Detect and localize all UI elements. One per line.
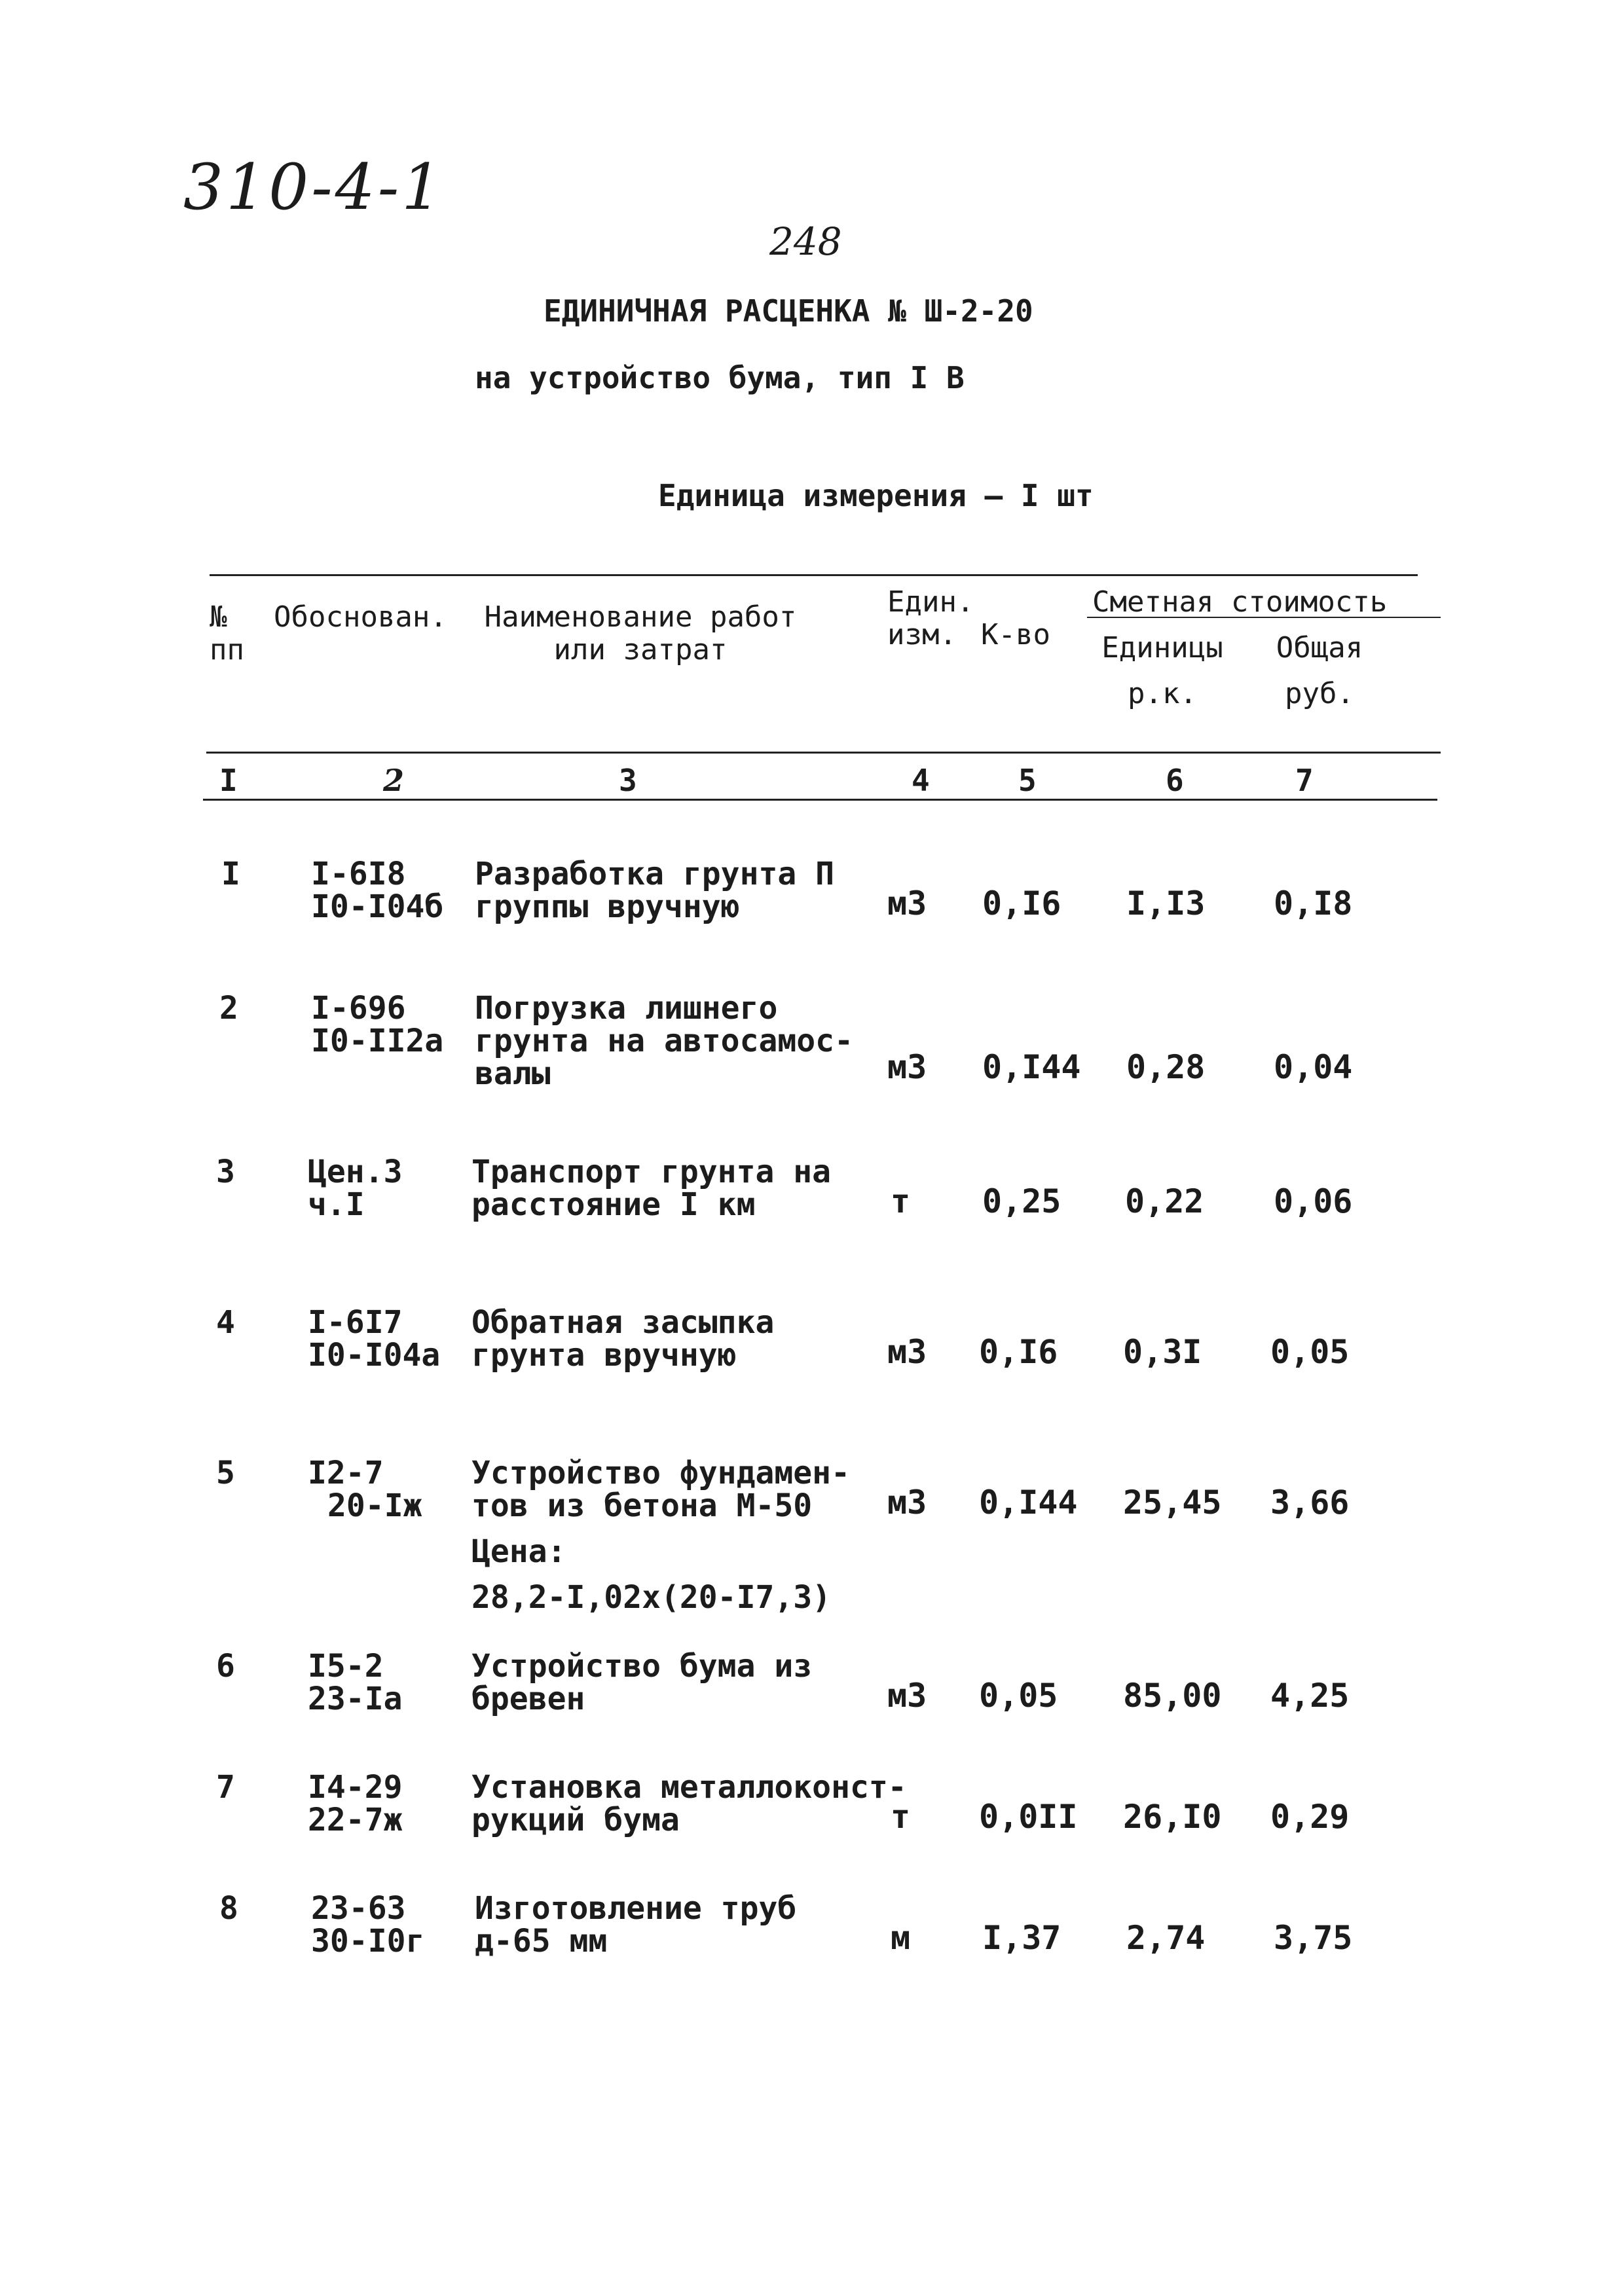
- row-unit: т: [891, 1182, 911, 1220]
- unit-of-measure: Единица измерения – I шт: [658, 478, 1094, 513]
- row-basis: I-696 I0-II2а: [311, 990, 444, 1059]
- row-name: Установка металлоконст- рукций бума: [471, 1769, 907, 1838]
- row-qty: I,37: [982, 1919, 1061, 1957]
- page-number: 248: [769, 219, 842, 264]
- row-name: Погрузка лишнего грунта на автосамос- валы: [475, 990, 853, 1092]
- row-qty: 0,05: [979, 1677, 1058, 1715]
- row-unit: м3: [887, 1333, 927, 1371]
- row-qty: 0,I44: [979, 1484, 1078, 1522]
- row-num: I: [221, 856, 240, 892]
- row-num: 6: [216, 1648, 235, 1685]
- row-num: 4: [216, 1304, 235, 1341]
- row-total-cost: 0,06: [1274, 1182, 1353, 1220]
- row-total-cost: 0,I8: [1274, 884, 1353, 922]
- row-basis: Цен.3 ч.I: [308, 1154, 403, 1223]
- row-name: Изготовление труб д-65 мм: [475, 1890, 797, 1959]
- header-name: Наименование работ или затрат: [484, 600, 797, 666]
- row-num: 8: [219, 1890, 238, 1927]
- row-total-cost: 3,66: [1270, 1484, 1350, 1522]
- row-unit-cost: I,I3: [1126, 884, 1206, 922]
- column-number: 6: [1166, 763, 1184, 798]
- row-unit-cost: 0,28: [1126, 1048, 1206, 1086]
- row-num: 2: [219, 990, 238, 1027]
- row-name: Транспорт грунта на расстояние I км: [471, 1154, 832, 1223]
- row-total-cost: 0,29: [1270, 1798, 1350, 1836]
- row-total-cost: 0,05: [1270, 1333, 1350, 1371]
- header-num: № пп: [210, 600, 244, 666]
- row-unit-cost: 85,00: [1123, 1677, 1222, 1715]
- header-unit-cost: Единицы р.к.: [1101, 631, 1223, 710]
- column-number: 3: [619, 763, 637, 798]
- row-name: Обратная засыпка грунта вручную: [471, 1304, 775, 1374]
- header-total-cost: Общая руб.: [1276, 631, 1363, 710]
- column-number: 2: [383, 763, 405, 798]
- column-number: 4: [912, 763, 930, 798]
- row-unit: м: [891, 1919, 911, 1957]
- row-unit-cost: 25,45: [1123, 1484, 1222, 1522]
- row-unit: м3: [887, 1677, 927, 1715]
- table-top-rule: [210, 574, 1418, 576]
- header-bottom-rule: [206, 752, 1441, 754]
- row-total-cost: 3,75: [1274, 1919, 1353, 1957]
- row-qty: 0,I6: [979, 1333, 1058, 1371]
- document-subtitle: на устройство бума, тип I В: [475, 360, 965, 395]
- row-total-cost: 0,04: [1274, 1048, 1353, 1086]
- row-qty: 0,0II: [979, 1798, 1078, 1836]
- document-number: 310-4-1: [183, 151, 445, 224]
- row-unit-cost: 26,I0: [1123, 1798, 1222, 1836]
- row-name: Устройство бума из бревен: [471, 1648, 813, 1717]
- row-name: Разработка грунта П группы вручную: [475, 856, 835, 925]
- row-name: Устройство фундамен- тов из бетона М-50: [471, 1455, 850, 1524]
- header-unit: Един. изм.: [887, 585, 974, 651]
- row-num: 7: [216, 1769, 235, 1806]
- header-basis: Обоснован.: [274, 600, 447, 634]
- header-cost-group: Сметная стоимость: [1092, 585, 1388, 619]
- row-unit-cost: 0,3I: [1123, 1333, 1202, 1371]
- row-basis: I4-29 22-7ж: [308, 1769, 403, 1838]
- row-unit-cost: 2,74: [1126, 1919, 1206, 1957]
- row-unit-cost: 0,22: [1125, 1182, 1204, 1220]
- row-num: 3: [216, 1154, 235, 1190]
- row-qty: 0,I6: [982, 884, 1061, 922]
- row-price-note: Цена: 28,2-I,02х(20-I7,3): [471, 1533, 832, 1616]
- row-unit: м3: [887, 1484, 927, 1522]
- column-number: I: [219, 763, 238, 798]
- row-basis: I2-7 20-Iж: [308, 1455, 422, 1524]
- colnum-bottom-rule: [203, 799, 1437, 801]
- column-number: 5: [1018, 763, 1037, 798]
- row-qty: 0,25: [982, 1182, 1061, 1220]
- column-number: 7: [1295, 763, 1314, 798]
- document-title: ЕДИНИЧНАЯ РАСЦЕНКА № Ш-2-20: [544, 293, 1033, 329]
- row-unit: м3: [887, 884, 927, 922]
- row-num: 5: [216, 1455, 235, 1491]
- row-basis: 23-63 30-I0г: [311, 1890, 425, 1959]
- row-unit: т: [891, 1798, 911, 1836]
- header-qty: К-во: [981, 618, 1050, 651]
- row-basis: I-6I8 I0-I04б: [311, 856, 444, 925]
- row-unit: м3: [887, 1048, 927, 1086]
- row-basis: I5-2 23-Iа: [308, 1648, 403, 1717]
- row-total-cost: 4,25: [1270, 1677, 1350, 1715]
- row-basis: I-6I7 I0-I04а: [308, 1304, 441, 1374]
- row-qty: 0,I44: [982, 1048, 1081, 1086]
